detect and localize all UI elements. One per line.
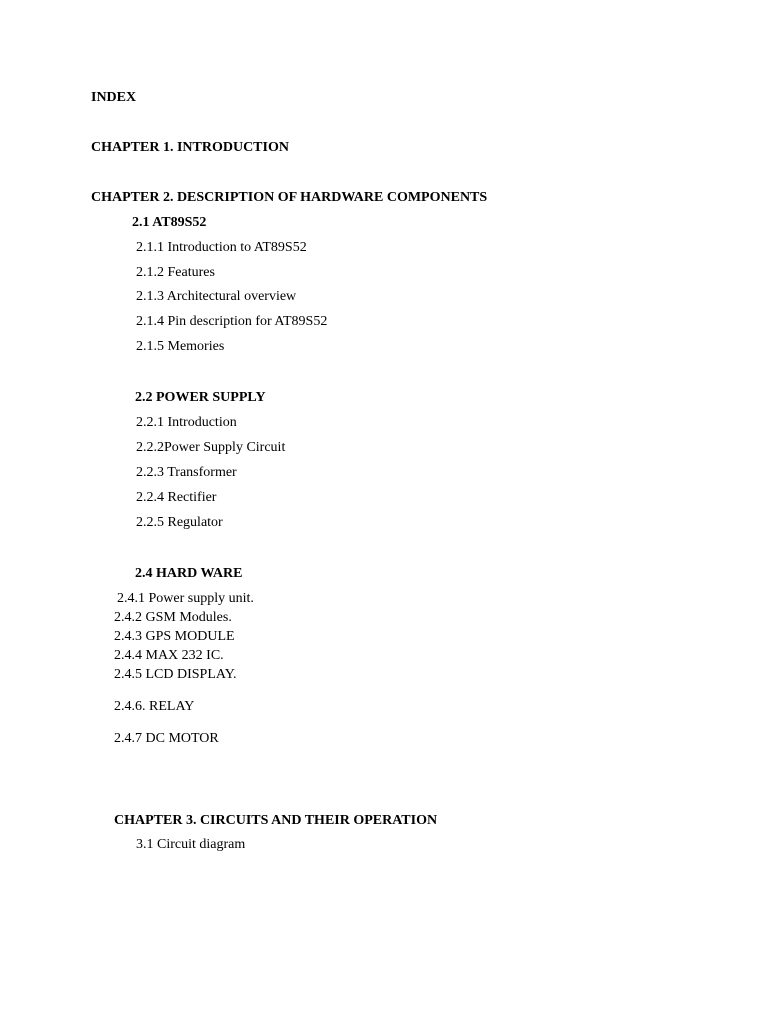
toc-item: 3.1 Circuit diagram [136, 837, 246, 852]
chapter-1-heading: CHAPTER 1. INTRODUCTION [91, 140, 289, 155]
section-2-2-heading: 2.2 POWER SUPPLY [135, 390, 266, 405]
toc-item: 2.4.1 Power supply unit. [117, 591, 254, 606]
toc-item: 2.1.5 Memories [136, 339, 225, 354]
toc-item: 2.4.2 GSM Modules. [114, 610, 232, 625]
index-heading: INDEX [91, 90, 137, 105]
section-2-4-heading: 2.4 HARD WARE [135, 566, 243, 581]
toc-item: 2.4.4 MAX 232 IC. [114, 648, 224, 663]
chapter-2-heading: CHAPTER 2. DESCRIPTION OF HARDWARE COMPONENTS [91, 190, 488, 205]
toc-item: 2.2.3 Transformer [136, 465, 237, 480]
toc-item: 2.1.1 Introduction to AT89S52 [136, 240, 307, 255]
toc-item: 2.1.2 Features [136, 265, 215, 280]
toc-item: 2.2.1 Introduction [136, 415, 237, 430]
toc-item: 2.2.4 Rectifier [136, 490, 217, 505]
toc-item: 2.2.5 Regulator [136, 515, 223, 530]
toc-item: 2.4.3 GPS MODULE [114, 629, 235, 644]
chapter-3-heading: CHAPTER 3. CIRCUITS AND THEIR OPERATION [114, 813, 438, 828]
toc-item: 2.1.3 Architectural overview [136, 289, 297, 304]
toc-item: 2.1.4 Pin description for AT89S52 [136, 314, 328, 329]
toc-item: 2.2.2Power Supply Circuit [136, 440, 286, 455]
toc-item: 2.4.7 DC MOTOR [114, 731, 219, 746]
toc-item: 2.4.6. RELAY [114, 699, 195, 714]
section-2-1-heading: 2.1 AT89S52 [132, 215, 207, 230]
toc-item: 2.4.5 LCD DISPLAY. [114, 667, 237, 682]
